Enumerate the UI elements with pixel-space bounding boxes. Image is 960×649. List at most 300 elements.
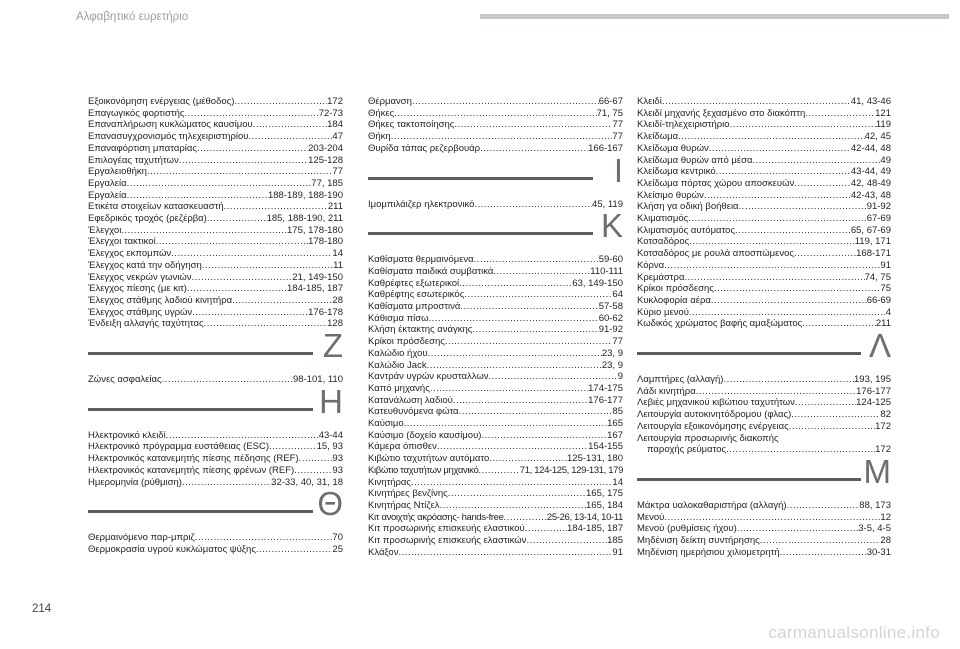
entry-pages: 43-44 <box>318 429 343 441</box>
entry-pages: 66-69 <box>866 294 891 306</box>
dot-leader <box>404 418 608 430</box>
dot-leader <box>739 201 867 213</box>
entry-pages: 172 <box>875 444 891 456</box>
dot-leader <box>489 371 618 383</box>
entry-term: Κλείδωμα πόρτας χώρου αποσκευών <box>637 177 795 189</box>
entry-term: Κλείδωμα <box>637 131 679 143</box>
section-letter: M <box>863 452 891 490</box>
index-entry <box>368 278 623 290</box>
entry-term: Κλιματισμός <box>637 213 689 225</box>
entry-term: Κινητήρας <box>368 476 411 488</box>
dot-leader <box>787 500 860 512</box>
entry-pages: 154-155 <box>588 441 623 453</box>
index-entry <box>88 166 343 178</box>
dot-leader <box>256 544 333 556</box>
dot-leader <box>184 108 318 120</box>
index-entry <box>368 96 623 108</box>
entry-term: Έλεγχος στάθμης λαδιού κινητήρα <box>88 294 233 306</box>
index-entry <box>637 260 891 272</box>
dot-leader <box>197 143 308 155</box>
entry-pages: 77 <box>612 119 623 131</box>
entry-term: Ηλεκτρονικό πρόγραμμα ευστάθειας (ESC) <box>88 441 270 453</box>
entry-pages: 184-185, 187 <box>567 523 623 535</box>
entry-term: Κρίκοι πρόσδεσης <box>637 283 714 295</box>
entry-pages: 65, 67-69 <box>850 224 891 236</box>
entry-pages: 72-73 <box>318 107 343 119</box>
dot-leader <box>224 201 328 213</box>
dot-leader <box>472 324 598 336</box>
dot-leader <box>187 283 287 295</box>
entry-pages: 14 <box>612 476 623 488</box>
section-letter: I <box>613 151 623 189</box>
entry-pages: 121 <box>875 107 891 119</box>
section-divider <box>368 151 623 199</box>
index-entry <box>88 453 343 465</box>
index-entry <box>88 201 343 213</box>
dot-leader <box>662 96 851 108</box>
entry-term: Κλήση έκτακτης ανάγκης <box>368 324 473 336</box>
dot-leader <box>127 178 312 190</box>
dot-leader <box>678 131 864 143</box>
entry-pages: 165 <box>607 418 623 430</box>
entry-term: Ιμομπιλάιζερ ηλεκτρονικό <box>368 198 475 210</box>
entry-pages: 64 <box>612 289 623 301</box>
index-entry <box>88 441 343 453</box>
index-entry <box>637 307 891 319</box>
entry-pages: 60-62 <box>598 312 623 324</box>
index-entry <box>88 178 343 190</box>
index-entry <box>88 283 343 295</box>
entry-term: Κάμερα όπισθεν <box>368 441 437 453</box>
entry-term: Κρίκοι πρόσδεσης <box>368 336 445 348</box>
index-entry <box>637 213 891 225</box>
dot-leader <box>664 512 880 524</box>
index-entry <box>88 119 343 131</box>
entry-pages: 172 <box>327 96 343 107</box>
index-entry <box>368 324 623 336</box>
entry-pages: 71, 75 <box>596 107 623 119</box>
index-entry <box>637 119 891 131</box>
entry-term: Εξοικονόμηση ενέργειας (μέθοδος) <box>88 96 235 107</box>
entry-term: Κλήση γα οδική βοήθεια <box>637 201 739 213</box>
dot-leader <box>453 395 588 407</box>
entry-pages: 59-60 <box>598 254 623 266</box>
entry-term: Κλάξον <box>368 546 399 558</box>
header-divider-bar <box>480 14 949 19</box>
index-entry <box>368 313 623 325</box>
entry-pages: 124-125 <box>856 397 891 409</box>
entry-pages: 4 <box>885 306 891 318</box>
index-entry <box>637 131 891 143</box>
dot-leader <box>493 266 590 278</box>
entry-pages: 82 <box>880 409 891 421</box>
dot-leader <box>429 313 599 325</box>
entry-pages: 25 <box>332 543 343 555</box>
dot-leader <box>428 348 602 360</box>
index-entry <box>368 500 623 512</box>
entry-term: Κάθισμα πίσω <box>368 312 429 324</box>
entry-pages: 9 <box>617 371 623 383</box>
entry-pages: 178-180 <box>308 236 343 248</box>
entry-term: Κιβώτιο ταχυτήτων μηχανικό <box>368 464 479 476</box>
index-entry <box>637 272 891 284</box>
index-entry <box>88 248 343 260</box>
entry-term: Κλειδί-τηλεχειριστήριο <box>637 119 730 131</box>
index-entry <box>368 395 623 407</box>
dot-leader <box>248 131 332 143</box>
index-entry <box>637 201 891 213</box>
index-entry <box>637 283 891 295</box>
dot-leader <box>182 477 271 489</box>
entry-term: Θυρίδα τάπας ρεζερβουάρ <box>368 142 481 154</box>
entry-pages: 67-69 <box>866 213 891 225</box>
entry-term: Κινητήρες βενζίνης <box>368 488 448 500</box>
entry-term: Κωδικός χρώματος βαφής αμαξώματος <box>637 318 803 330</box>
entry-term: Εργαλεία <box>88 189 127 201</box>
entry-pages: 11 <box>333 259 343 271</box>
dot-leader <box>121 225 287 237</box>
index-entry <box>637 318 891 330</box>
index-entry <box>637 295 891 307</box>
dot-leader <box>147 166 332 178</box>
entry-pages: 85 <box>612 406 623 418</box>
section-letter: Θ <box>317 485 343 523</box>
entry-term: Ζώνες ασφαλείας <box>88 374 162 386</box>
entry-term: Κυκλοφορία αέρα <box>637 294 711 306</box>
index-entry <box>88 155 343 167</box>
dot-leader <box>294 465 332 477</box>
section-rule <box>88 352 313 355</box>
entry-term: Κατευθυνόμενα φώτα <box>368 406 459 418</box>
entry-term: Έλεγχος εκπομπών <box>88 248 172 260</box>
entry-term: Μηδένιση δείκτη συντήρησης <box>637 535 760 547</box>
dot-leader <box>445 336 613 348</box>
entry-term: Κλείσιμο θυρών <box>637 189 704 201</box>
section-rule <box>368 177 593 180</box>
dot-leader <box>156 236 308 248</box>
dot-leader <box>448 488 586 500</box>
dot-leader <box>459 406 613 418</box>
entry-term: Έλεγχος νεκρών γωνιών <box>88 271 192 283</box>
index-entry <box>88 143 343 155</box>
index-entry <box>88 295 343 307</box>
dot-leader <box>234 96 327 108</box>
dot-leader <box>430 383 588 395</box>
section-rule <box>637 352 861 355</box>
index-entry <box>368 488 623 500</box>
entry-pages: 211 <box>875 318 891 330</box>
entry-term: Λειτουργία εξοικονόμησης ενέργειας <box>637 420 789 432</box>
dot-leader <box>525 523 567 535</box>
entry-pages: 57-58 <box>598 301 623 313</box>
dot-leader <box>504 512 547 524</box>
index-entry <box>637 433 891 445</box>
dot-leader <box>478 465 519 477</box>
index-entry <box>637 236 891 248</box>
index-header-title: Αλφαβητικό ευρετήριο <box>76 11 189 23</box>
entry-term: Ημερομηνία (ρύθμιση) <box>88 476 182 488</box>
dot-leader <box>391 131 613 143</box>
entry-term: Κλειδί <box>637 96 662 107</box>
dot-leader <box>689 307 886 319</box>
dot-leader <box>723 374 854 386</box>
index-entry <box>637 374 891 386</box>
entry-pages: 71, 124-125, 129-131, 179 <box>519 464 623 476</box>
entry-term: Κλιματισμός αυτόματος <box>637 224 736 236</box>
index-entry <box>368 512 623 524</box>
section-divider <box>368 207 623 254</box>
dot-leader <box>192 272 293 284</box>
entry-term: Κιτ ανοιχτής ακρόασης- hands-free <box>368 511 504 523</box>
entry-term: Εργαλεία <box>88 177 127 189</box>
entry-term: Κλείδωμα κεντρικό <box>637 166 716 178</box>
index-entry <box>637 225 891 237</box>
dot-leader <box>440 500 586 512</box>
entry-pages: 125-128 <box>308 154 343 166</box>
entry-pages: 165, 184 <box>586 499 623 511</box>
entry-pages: 168-171 <box>856 248 891 260</box>
entry-term: Κλειδί μηχανής ξεχασμένο στο διακόπτη <box>637 107 806 119</box>
dot-leader <box>480 143 588 155</box>
index-entry <box>88 374 343 386</box>
index-entry <box>88 213 343 225</box>
section-letter: H <box>319 382 343 420</box>
entry-pages: 66-67 <box>598 96 623 107</box>
dot-leader <box>204 318 328 330</box>
dot-leader <box>464 289 612 301</box>
entry-pages: 128 <box>327 318 343 330</box>
entry-pages: 77 <box>612 131 623 143</box>
index-entry <box>88 318 343 330</box>
index-entry <box>368 406 623 418</box>
dot-leader <box>795 397 856 409</box>
index-entry <box>637 190 891 202</box>
index-entry <box>368 523 623 535</box>
dot-leader <box>202 260 333 272</box>
dot-leader <box>689 236 855 248</box>
index-entry <box>368 266 623 278</box>
entry-term: Κύριο μενού <box>637 306 689 318</box>
section-divider <box>88 327 343 374</box>
dot-leader <box>412 96 599 108</box>
dot-leader <box>780 547 867 559</box>
index-entry <box>637 512 891 524</box>
dot-leader <box>735 225 851 237</box>
entry-term: Κατανάλωση λαδιού <box>368 394 453 406</box>
section-divider <box>88 382 343 430</box>
index-entry <box>637 166 891 178</box>
dot-leader <box>253 119 327 131</box>
entry-term: Έλεγχος πίεσης (με κιτ) <box>88 283 187 295</box>
dot-leader <box>207 213 267 225</box>
index-entry <box>88 465 343 477</box>
dot-leader <box>794 248 856 260</box>
entry-pages: 21, 149-150 <box>292 271 343 283</box>
entry-term: Ηλεκτρονικός κατανεμητής πίεσης πέδησης (REF) <box>88 453 299 465</box>
index-entry <box>637 444 891 456</box>
section-rule <box>88 510 313 513</box>
entry-pages: 110-111 <box>590 265 623 277</box>
dot-leader <box>127 190 268 202</box>
index-entry <box>368 535 623 547</box>
entry-term: Κιτ προσωρινής επισκευής ελαστικού <box>368 523 525 535</box>
entry-pages: 3-5, 4-5 <box>858 523 891 535</box>
entry-pages: 77 <box>332 166 343 178</box>
dot-leader <box>299 453 333 465</box>
entry-term: Μενού <box>637 511 665 523</box>
section-letter: Λ <box>868 327 891 365</box>
entry-pages: 41, 43-46 <box>850 96 891 107</box>
entry-term: Επανασυγχρονισμός τηλεχειριστηρίου <box>88 131 249 143</box>
entry-pages: 203-204 <box>308 142 343 154</box>
dot-leader <box>794 178 851 190</box>
index-entry <box>368 131 623 143</box>
dot-leader <box>791 409 880 421</box>
entry-pages: 74, 75 <box>864 271 891 283</box>
entry-pages: 28 <box>332 294 343 306</box>
entry-term: Καθίσματα παιδικά συμβατικά <box>368 265 494 277</box>
entry-term: Ηλεκτρονικός κατανεμητής πίεσης φρένων (REF) <box>88 464 295 476</box>
index-entry <box>368 143 623 155</box>
entry-pages: 211 <box>327 201 343 213</box>
entry-pages: 176-177 <box>588 394 623 406</box>
dot-leader <box>709 143 851 155</box>
index-entry <box>368 418 623 430</box>
dot-leader <box>789 421 875 433</box>
entry-pages: 47 <box>332 131 343 143</box>
entry-pages: 93 <box>332 453 343 465</box>
entry-pages: 91 <box>880 259 891 271</box>
entry-term: Επαναφόρτιση μπαταρίας <box>88 142 197 154</box>
index-entry <box>637 547 891 559</box>
entry-pages: 49 <box>880 154 891 166</box>
entry-pages: 23, 9 <box>601 347 623 359</box>
entry-term: Λάδι κινητήρα <box>637 385 696 397</box>
entry-term: Εργαλειοθήκη <box>88 166 147 178</box>
index-entry <box>88 272 343 284</box>
index-entry <box>637 397 891 409</box>
index-column-3 <box>637 96 891 559</box>
section-divider <box>88 485 343 532</box>
entry-pages: 70 <box>332 532 343 544</box>
index-entry <box>368 119 623 131</box>
entry-term: Έλεγχοι <box>88 224 122 236</box>
dot-leader <box>714 283 881 295</box>
entry-term: Κιβώτιο ταχυτήτων αυτόματο <box>368 453 490 465</box>
entry-term: Κλείδωμα θυρών <box>637 142 709 154</box>
entry-pages: 77 <box>612 336 623 348</box>
entry-pages: 63, 149-150 <box>572 277 623 289</box>
entry-term: Καθίσματα θερμαινόμενα <box>368 254 474 266</box>
entry-term: παροχής ρεύματος <box>647 444 727 456</box>
dot-leader <box>481 430 607 442</box>
section-rule <box>88 408 313 411</box>
entry-pages: 32-33, 40, 31, 18 <box>271 476 343 488</box>
index-entry <box>368 465 623 477</box>
dot-leader <box>752 155 880 167</box>
index-entry <box>88 477 343 489</box>
entry-pages: 184 <box>327 119 343 131</box>
index-entry <box>88 225 343 237</box>
entry-pages: 25-26, 13-14, 10-11 <box>546 511 623 523</box>
dot-leader <box>460 301 598 313</box>
dot-leader <box>802 318 876 330</box>
index-entry <box>368 108 623 120</box>
index-entry <box>637 409 891 421</box>
index-entry <box>368 430 623 442</box>
entry-pages: 43-44, 49 <box>850 166 891 178</box>
entry-pages: 98-101, 110 <box>292 374 343 386</box>
index-entry <box>637 143 891 155</box>
dot-leader <box>195 532 333 544</box>
dot-leader <box>411 477 612 489</box>
index-entry <box>368 453 623 465</box>
entry-term: Κρεμάστρα <box>637 271 685 283</box>
index-entry <box>368 348 623 360</box>
entry-term: Έλεγχοι τακτικοί <box>88 236 156 248</box>
entry-pages: 176-177 <box>856 385 891 397</box>
dot-leader <box>437 441 588 453</box>
dot-leader <box>489 453 567 465</box>
dot-leader <box>696 386 856 398</box>
entry-pages: 185 <box>607 535 623 547</box>
entry-term: Κοτσαδόρος με ρουλά αποσπώμενος <box>637 248 795 260</box>
entry-pages: 28 <box>880 535 891 547</box>
dot-leader <box>760 535 881 547</box>
index-entry <box>88 260 343 272</box>
index-column-1 <box>88 96 343 556</box>
index-entry <box>637 535 891 547</box>
dot-leader <box>179 155 308 167</box>
dot-leader <box>398 547 612 559</box>
dot-leader <box>711 295 867 307</box>
index-entry <box>88 96 343 108</box>
entry-pages: 75 <box>880 283 891 295</box>
entry-pages: 119 <box>875 119 891 131</box>
dot-leader <box>162 374 293 386</box>
entry-pages: 165, 175 <box>586 488 623 500</box>
entry-term: Μενού (ρυθμίσεις ήχου) <box>637 523 737 535</box>
section-letter: K <box>600 207 623 245</box>
entry-term: Λαμπτήρες (αλλαγή) <box>637 374 724 386</box>
index-entry <box>637 155 891 167</box>
entry-term: Κινητήρας Ντίζελ <box>368 499 440 511</box>
dot-leader <box>474 254 599 266</box>
index-entry <box>88 430 343 442</box>
entry-term: Επαναπλήρωση κυκλώματος καυσίμου <box>88 119 253 131</box>
entry-term: Λειτουργία προσωρινής διακοπής <box>637 432 779 444</box>
entry-term: Καθίσματα μπροστινά <box>368 301 461 313</box>
index-entry <box>88 532 343 544</box>
entry-pages: 23, 9 <box>601 359 623 371</box>
entry-term: Επιλογέας ταχυτήτων <box>88 154 179 166</box>
index-entry <box>637 386 891 398</box>
section-divider <box>637 327 891 374</box>
entry-term: Καθρέφτες εξωτερικοί <box>368 277 460 289</box>
entry-term: Λεβιές μηχανικού κιβώτιου ταχυτήτων <box>637 397 795 409</box>
entry-term: Μάκτρα υαλοκαθαριστήρα (αλλαγή) <box>637 499 787 511</box>
entry-term: Καπό μηχανής <box>368 382 430 394</box>
dot-leader <box>171 248 332 260</box>
entry-term: Καύσιμο (δοχείο καυσίμου) <box>368 429 482 441</box>
dot-leader <box>192 307 308 319</box>
entry-pages: 45, 119 <box>592 198 623 210</box>
dot-leader <box>730 119 876 131</box>
dot-leader <box>805 108 875 120</box>
dot-leader <box>664 260 880 272</box>
index-entry <box>368 547 623 559</box>
entry-term: Έλεγχος κατά την οδήγηση <box>88 259 202 271</box>
